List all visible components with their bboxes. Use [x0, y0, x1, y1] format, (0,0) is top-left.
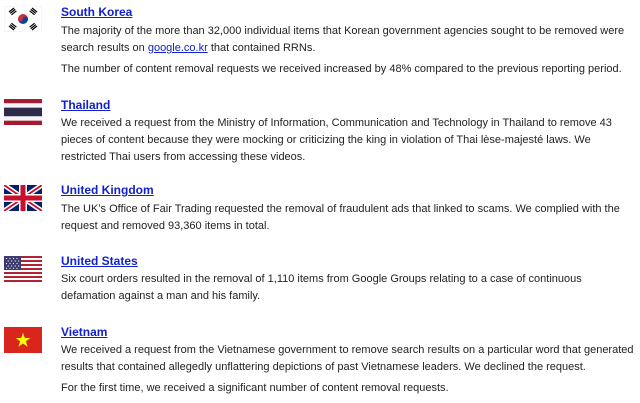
paragraph — [61, 23, 637, 57]
thailand-flag-icon — [4, 99, 42, 125]
vietnam-flag-icon — [4, 327, 42, 353]
paragraph: For the first time, we received a significant number of content removal requests. — [61, 382, 449, 394]
country-link-united-kingdom[interactable]: United Kingdom — [61, 183, 154, 197]
google-co-kr-link[interactable]: google.co.kr — [147, 42, 208, 54]
paragraph-text: The majority of the more than 32,000 individual items that Korean government agencies sought to be removed were search results on — [61, 25, 625, 54]
united-kingdom-flag-icon — [4, 185, 42, 211]
south-korea-flag-icon — [4, 6, 42, 32]
country-link-south-korea[interactable]: South Korea — [61, 5, 133, 19]
paragraph: Six court orders resulted in the removal of 1,110 items from Google Groups relating to a case of continuous defamation against a man and his family. — [61, 273, 582, 302]
paragraph-text: that contained RRNs. — [207, 42, 316, 54]
country-link-united-states[interactable]: United States — [61, 254, 138, 268]
country-link-vietnam[interactable]: Vietnam — [61, 325, 108, 339]
country-link-thailand[interactable]: Thailand — [61, 98, 111, 112]
paragraph: We received a request from the Vietnamese government to remove search results on a particular word that generated results that contained allegedly unflattering depictions of past Vietnamese leaders. We declined the request. — [61, 344, 634, 373]
paragraph: We received a request from the Ministry of Information, Communication and Technology in Thailand to remove 43 pieces of content because they were mocking or criticizing the king in violation of Thai lèse-majesté laws. We restricted Thai users from accessing these videos. — [61, 117, 612, 163]
paragraph: The number of content removal requests we received increased by 48% compared to the previous reporting period. — [61, 63, 622, 75]
united-states-flag-icon — [4, 256, 42, 282]
paragraph: The UK’s Office of Fair Trading requested the removal of fraudulent ads that linked to scams. We complied with the request and removed 93,360 items in total. — [61, 203, 620, 232]
